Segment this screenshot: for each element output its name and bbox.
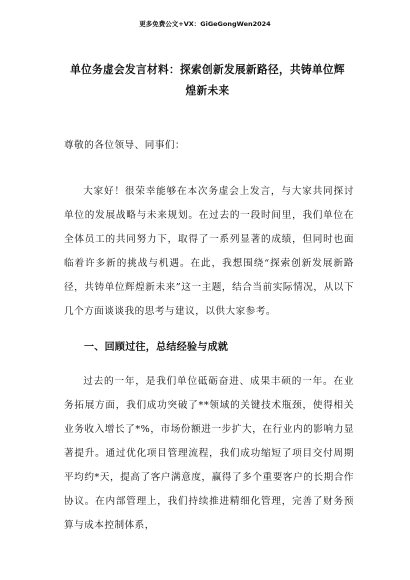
section-heading: 一、回顾过往，总结经验与成就 <box>84 342 229 353</box>
section-paragraph: 过去的一年，是我们单位砥砺奋进、成果丰硕的一年。在业务拓展方面，我们成功突破了**领域的关键技术瓶颈，使得相关业务收入增长了*%，市场份额进一步扩大，在行业内的影响力显著提升。通过优化项目管理流程，我们成功缩短了项目交付周期平均约*天，提高了客户满意度，赢得了多个重要客户的长期合作协议。在内部管理上，我们持续推进精细化管理，完善了财务预算与成本控制体系， <box>64 376 354 531</box>
salutation: 尊敬的各位领导、同事们： <box>64 140 186 151</box>
paragraph-intro: 大家好！很荣幸能够在本次务虚会上发言，与大家共同探讨单位的发展战略与未来规划。在过去的一段时间里，我们单位在全体员工的共同努力下，取得了一系列显著的成绩，但同时也面临着许多新的挑战与机遇。在此，我想围绕“探索创新发展新路径，共铸单位辉煌新未来”这一主题，结合当前实际情况，从以下几个方面谈谈我的思考与建议，以供大家参考。 <box>64 186 354 317</box>
header-note: 更多免费公文+VX：GiGeGongWen2024 <box>139 20 271 28</box>
document-title: 单位务虚会发言材料：探索创新发展新路径，共铸单位辉煌新未来 <box>70 64 345 97</box>
